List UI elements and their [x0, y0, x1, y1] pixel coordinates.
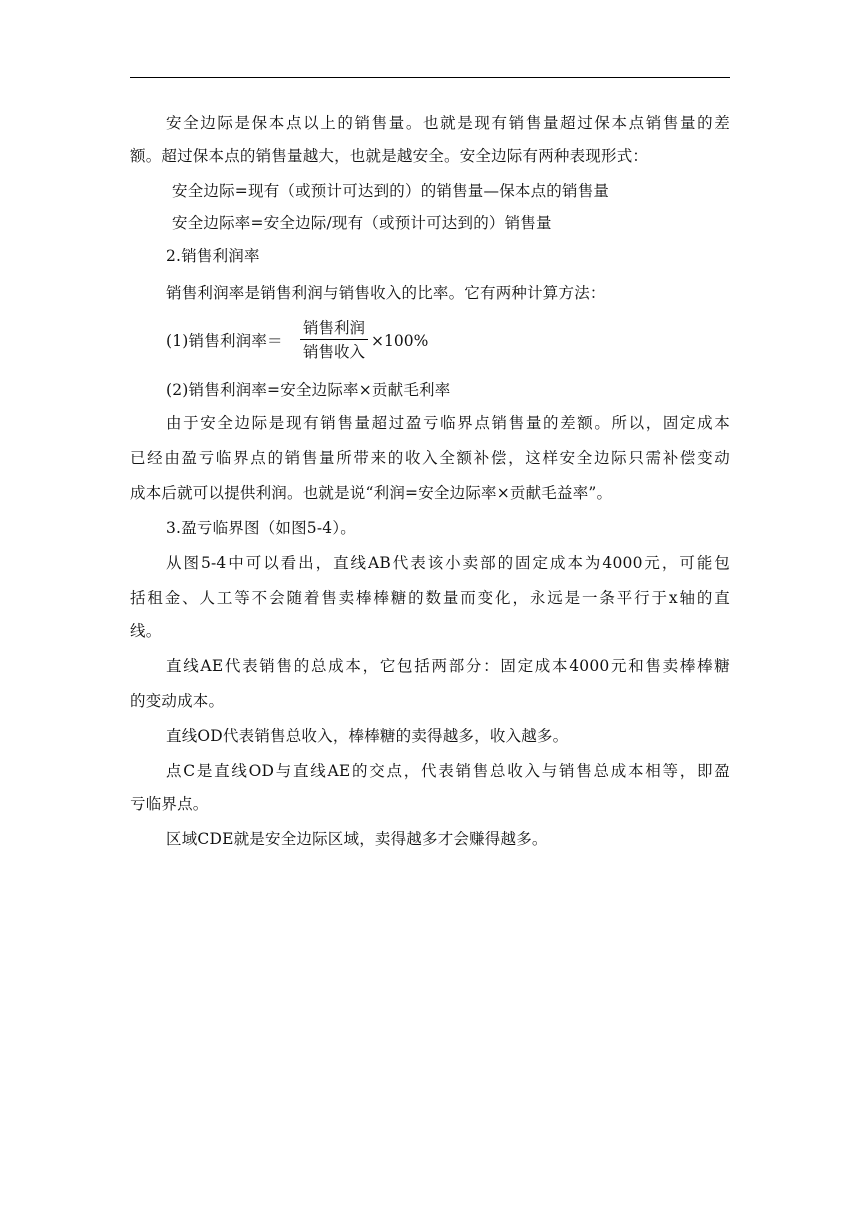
paragraph-line: 从图5-4中可以看出，直线AB代表该小卖部的固定成本为4000元，可能包 — [166, 554, 730, 572]
section-heading: 2.销售利润率 — [166, 247, 260, 265]
formula-prefix: (1)销售利润率＝ — [166, 332, 283, 350]
fraction-numerator: 销售利润 — [302, 319, 365, 337]
paragraph-line: 额。超过保本点的销售量越大，也就是越安全。安全边际有两种表现形式： — [130, 147, 649, 165]
paragraph-line: 括租金、人工等不会随着售卖棒棒糖的数量而变化，永远是一条平行于x轴的直 — [130, 589, 730, 607]
paragraph-line: 直线AE代表销售的总成本，它包括两部分：固定成本4000元和售卖棒棒糖 — [166, 657, 730, 675]
formula-safety-margin-rate: 安全边际率=安全边际/现有（或预计可达到的）销售量 — [172, 214, 552, 232]
paragraph-line: 区域CDE就是安全边际区域，卖得越多才会赚得越多。 — [166, 830, 548, 848]
paragraph-line: 销售利润率是销售利润与销售收入的比率。它有两种计算方法： — [166, 284, 606, 302]
paragraph-line: 点C是直线OD与直线AE的交点，代表销售总收入与销售总成本相等，即盈 — [166, 762, 730, 780]
section-heading: 3.盈亏临界图（如图5-4）。 — [166, 519, 356, 537]
formula-profit-rate: (2)销售利润率=安全边际率×贡献毛利率 — [166, 381, 451, 399]
fraction-denominator: 销售收入 — [302, 343, 365, 361]
paragraph-line: 安全边际是保本点以上的销售量。也就是现有销售量超过保本点销售量的差 — [166, 114, 730, 132]
paragraph-line: 线。 — [130, 622, 162, 640]
paragraph-line: 亏临界点。 — [130, 795, 209, 813]
fraction — [298, 318, 370, 362]
header-rule — [130, 77, 730, 78]
paragraph-line: 的变动成本。 — [130, 692, 225, 710]
paragraph-line: 已经由盈亏临界点的销售量所带来的收入全额补偿，这样安全边际只需补偿变动 — [130, 449, 730, 467]
paragraph-line: 直线OD代表销售总收入，棒棒糖的卖得越多，收入越多。 — [166, 727, 569, 745]
formula-suffix: ×100% — [371, 332, 429, 350]
formula-safety-margin: 安全边际=现有（或预计可达到的）的销售量—保本点的销售量 — [172, 182, 610, 200]
paragraph-line: 成本后就可以提供利润。也就是说“利润=安全边际率×贡献毛益率”。 — [130, 484, 613, 502]
paragraph-line: 由于安全边际是现有销售量超过盈亏临界点销售量的差额。所以，固定成本 — [166, 414, 730, 432]
